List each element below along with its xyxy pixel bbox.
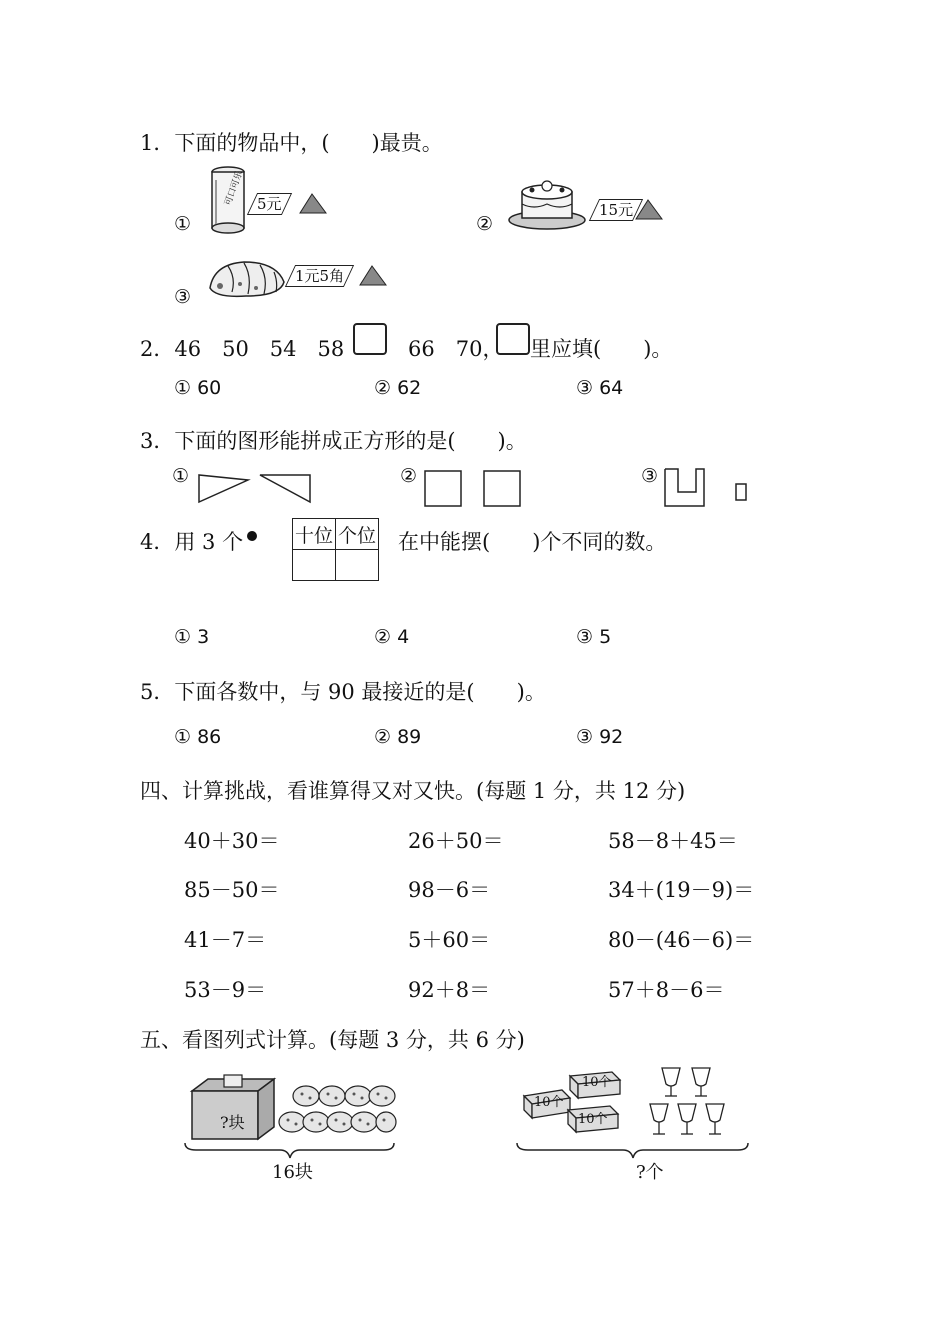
q4-option-3[interactable]: ③ 5 xyxy=(576,626,612,648)
cookies-group-icon xyxy=(278,1084,396,1138)
svg-text:可口可乐: 可口可乐 xyxy=(223,169,246,208)
calc-item[interactable]: 58－8＋45＝ xyxy=(608,829,738,853)
cookie-box-label: ?块 xyxy=(220,1113,245,1132)
calc-item[interactable]: 53－9＝ xyxy=(184,978,267,1002)
box-label-top: 10个 xyxy=(582,1075,612,1090)
place-value-table xyxy=(292,518,379,581)
box-label-left: 10个 xyxy=(534,1095,564,1110)
q4-option-1[interactable]: ① 3 xyxy=(174,626,210,648)
ones-cell[interactable] xyxy=(336,550,379,581)
calc-item[interactable]: 34＋(19－9)＝ xyxy=(608,878,755,902)
triangles-shape-icon xyxy=(198,474,313,504)
calc-item[interactable]: 5＋60＝ xyxy=(408,928,491,952)
cups-group-icon xyxy=(648,1066,730,1140)
calc-item[interactable]: 26＋50＝ xyxy=(408,829,504,853)
calc-item[interactable]: 85－50＝ xyxy=(184,878,280,902)
brace-2-icon xyxy=(516,1142,750,1160)
q5-option-2[interactable]: ② 89 xyxy=(374,726,422,748)
q1-option-1-mark[interactable]: ① xyxy=(174,213,192,235)
tens-cell[interactable] xyxy=(293,550,336,581)
q2-blank-box[interactable] xyxy=(353,323,387,355)
cake-icon xyxy=(506,178,588,234)
q2-sequence-lead: 2．46 50 54 58 xyxy=(140,337,345,361)
price-tag-tail-icon xyxy=(636,198,664,220)
q2-sequence-mid: 66 70， xyxy=(408,337,504,361)
q4-lead: 4．用 3 个 xyxy=(140,530,244,554)
q2-tail: 里应填( )。 xyxy=(530,337,673,361)
q1-price-tag-3: 1元5角 xyxy=(285,265,354,287)
soda-can-icon xyxy=(208,166,248,234)
q3-stem: 3．下面的图形能拼成正方形的是( )。 xyxy=(140,429,527,453)
q2-option-2[interactable]: ② 62 xyxy=(374,377,422,399)
section5-title: 五、看图列式计算。(每题 3 分，共 6 分) xyxy=(140,1028,525,1052)
calc-item[interactable]: 80－(46－6)＝ xyxy=(608,928,755,952)
q1-option-3-mark[interactable]: ③ xyxy=(174,286,192,308)
q3-option-2-mark[interactable]: ② xyxy=(400,465,418,487)
price-tag-tail-icon xyxy=(300,192,328,214)
two-squares-shape-icon xyxy=(424,470,522,508)
pic1-total-label: 16块 xyxy=(272,1162,313,1183)
calc-item[interactable]: 41－7＝ xyxy=(184,928,267,952)
q1-price-tag-2: 15元 xyxy=(589,199,643,221)
notched-shape-icon xyxy=(664,468,748,508)
pic2-total-label: ?个 xyxy=(636,1162,664,1183)
ones-header: 个位 xyxy=(336,519,379,550)
q5-option-1[interactable]: ① 86 xyxy=(174,726,222,748)
section4-title: 四、计算挑战，看谁算得又对又快。(每题 1 分，共 12 分) xyxy=(140,779,686,803)
q1-price-tag-1: 5元 xyxy=(247,193,292,215)
q3-option-3-mark[interactable]: ③ xyxy=(641,465,659,487)
q1-option-2-mark[interactable]: ② xyxy=(476,213,494,235)
q2-inline-box xyxy=(496,323,530,355)
box-label-bottom: 10个 xyxy=(578,1112,608,1127)
bread-icon xyxy=(206,258,286,300)
q5-stem: 5．下面各数中，与 90 最接近的是( )。 xyxy=(140,680,546,704)
q5-option-3[interactable]: ③ 92 xyxy=(576,726,624,748)
q2-option-1[interactable]: ① 60 xyxy=(174,377,222,399)
cookie-box-icon xyxy=(188,1073,278,1145)
calc-item[interactable]: 98－6＝ xyxy=(408,878,491,902)
q2-option-3[interactable]: ③ 64 xyxy=(576,377,624,399)
calc-item[interactable]: 92＋8＝ xyxy=(408,978,491,1002)
tens-header: 十位 xyxy=(293,519,336,550)
q4-option-2[interactable]: ② 4 xyxy=(374,626,410,648)
bead-dot-icon xyxy=(246,530,258,542)
calc-item[interactable]: 57＋8－6＝ xyxy=(608,978,725,1002)
q4-tail: 在中能摆( )个不同的数。 xyxy=(398,530,667,554)
calc-item[interactable]: 40＋30＝ xyxy=(184,829,280,853)
q1-stem: 1．下面的物品中，( )最贵。 xyxy=(140,131,443,155)
price-tag-tail-icon xyxy=(360,264,388,286)
q3-option-1-mark[interactable]: ① xyxy=(172,465,190,487)
